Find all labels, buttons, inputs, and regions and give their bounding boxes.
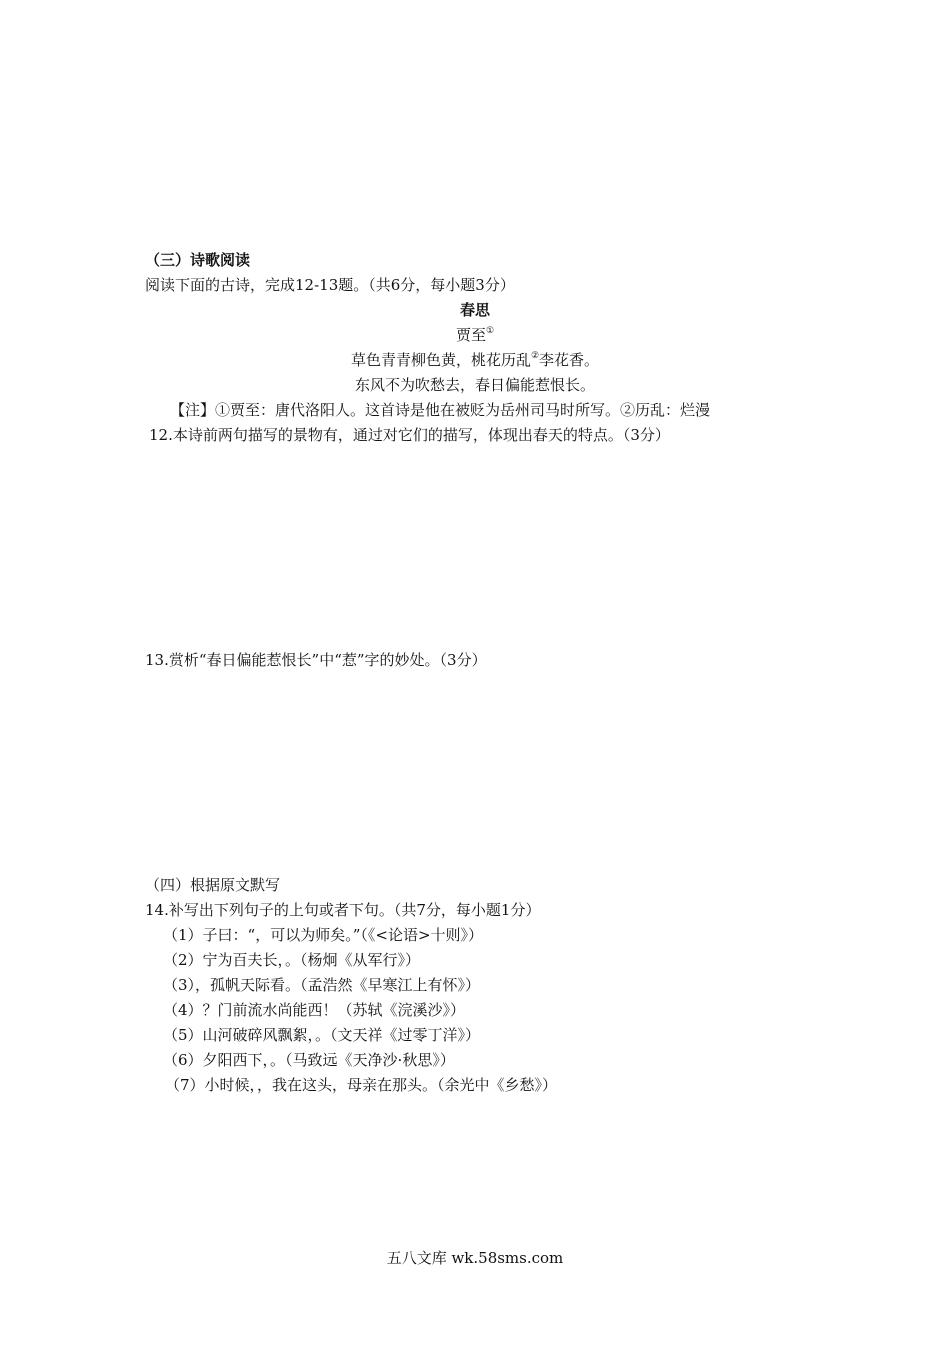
question-12: 12.本诗前两句描写的景物有，通过对它们的描写，体现出春天的特点。（3分） bbox=[149, 426, 670, 444]
question-13: 13.赏析“春日偏能惹恨长”中“惹”字的妙处。（3分） bbox=[145, 651, 487, 669]
list-item: （6）夕阳西下，。（马致远《天净沙·秋思》） bbox=[163, 1051, 455, 1069]
section4-heading: （四）根据原文默写 bbox=[145, 876, 281, 894]
poem-author-name: 贾至 bbox=[455, 326, 486, 344]
line1-note-mark: ② bbox=[530, 351, 540, 361]
poem-author bbox=[0, 323, 950, 348]
poem-line-1-part-1: 草色青青柳色黄，桃花历乱 bbox=[350, 351, 531, 369]
page-footer: 五八文库 wk.58sms.com bbox=[386, 1249, 564, 1267]
list-item: （2）宁为百夫长，。（杨炯《从军行》） bbox=[163, 951, 421, 969]
author-note-mark: ① bbox=[485, 326, 495, 336]
section3-heading: （三）诗歌阅读 bbox=[145, 251, 251, 269]
list-item: （3），孤帆天际看。（孟浩然《早寒江上有怀》） bbox=[163, 976, 481, 994]
section3-instruction: 阅读下面的古诗，完成12-13题。（共6分，每小题3分） bbox=[145, 276, 515, 294]
list-item: （4）？门前流水尚能西！（苏轼《浣溪沙》） bbox=[163, 1001, 466, 1019]
list-item: （5）山河破碎风飘絮，。（文天祥《过零丁洋》） bbox=[163, 1026, 481, 1044]
poem-title: 春思 bbox=[459, 301, 490, 319]
list-item: （1）子曰：“，可以为师矣。”（《<论语>十则》） bbox=[163, 926, 484, 944]
poem-line-1-part-2: 李花香。 bbox=[539, 351, 600, 369]
poem-line-2: 东风不为吹愁去，春日偏能惹恨长。 bbox=[354, 376, 595, 394]
question-14: 14.补写出下列句子的上句或者下句。（共7分，每小题1分） bbox=[145, 901, 541, 919]
poem-line-1 bbox=[0, 348, 950, 373]
list-item: （7）小时候，，我在这头，母亲在那头。（余光中《乡愁》） bbox=[165, 1076, 558, 1094]
poem-note: 【注】①贾至：唐代洛阳人。这首诗是他在被贬为岳州司马时所写。②历乱：烂漫 bbox=[170, 401, 711, 419]
